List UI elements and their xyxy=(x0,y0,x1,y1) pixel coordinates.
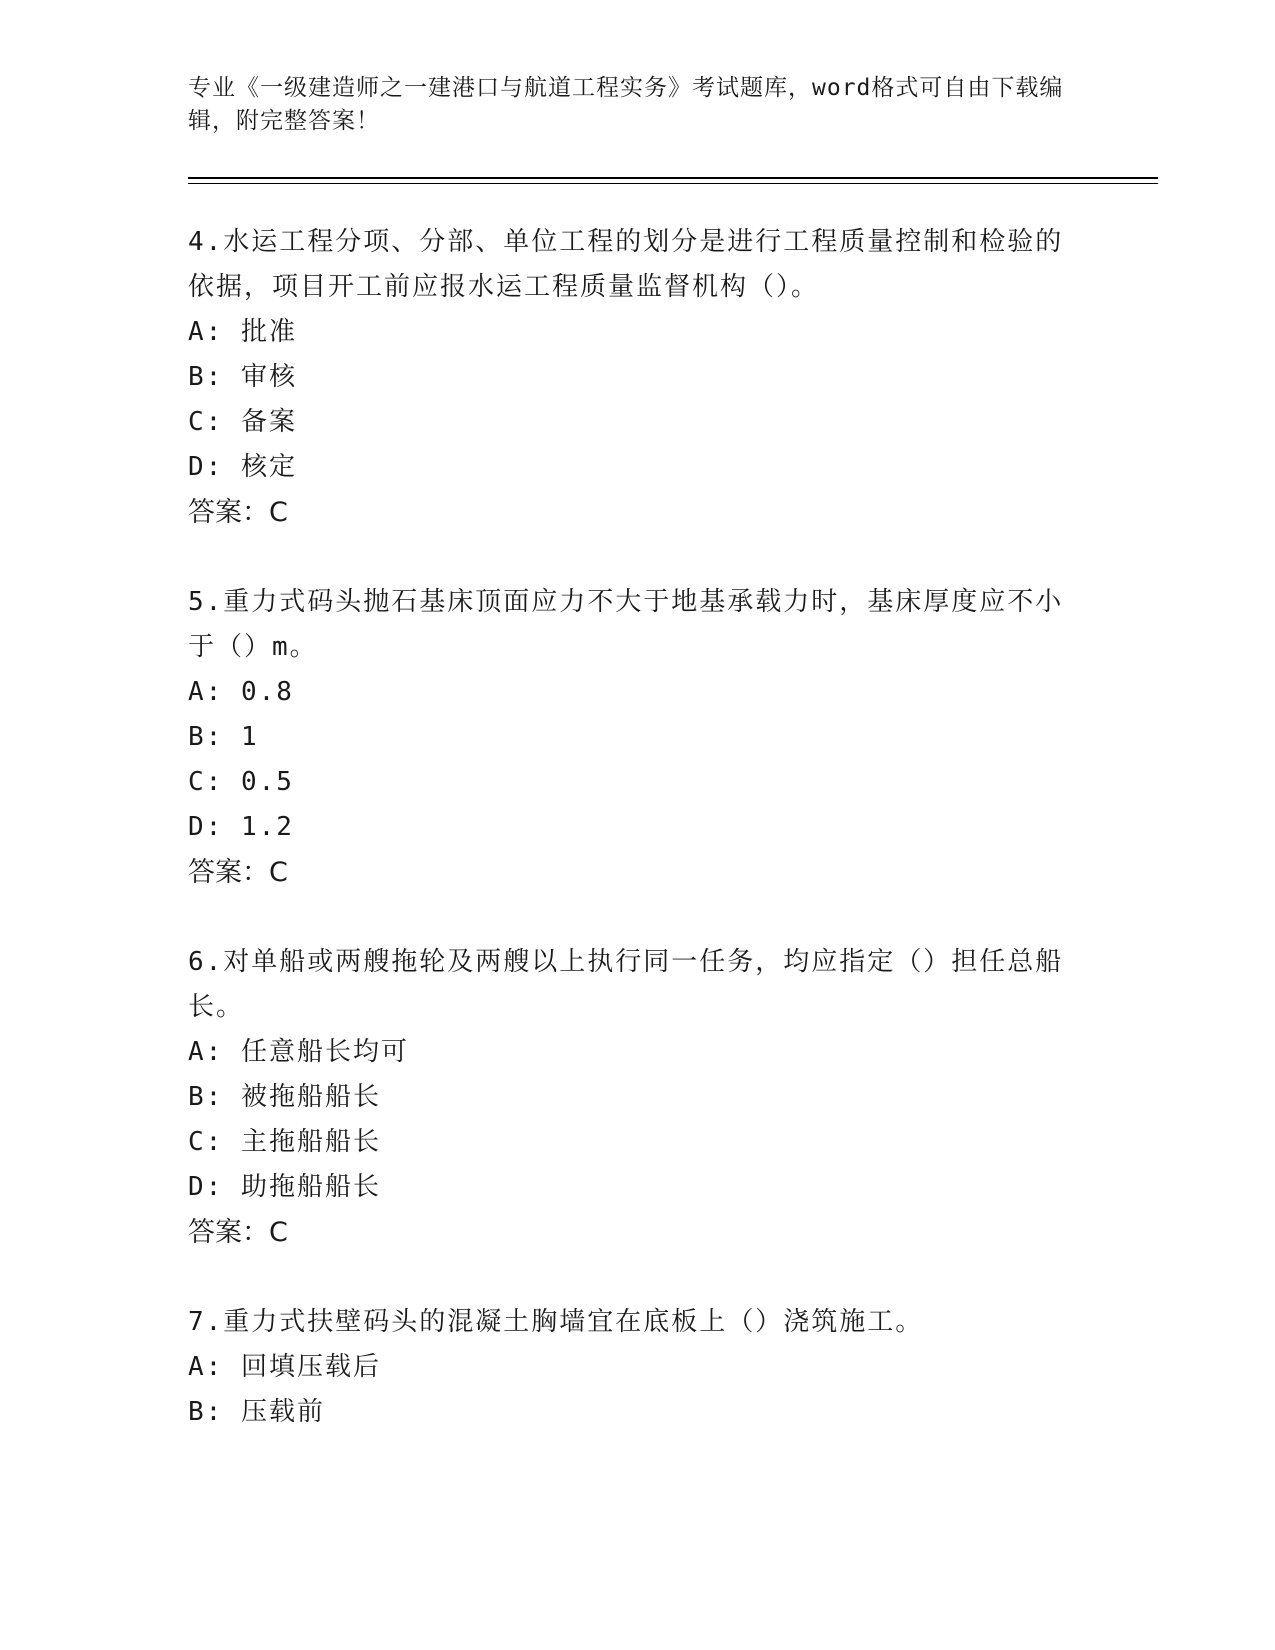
answer-value: C xyxy=(269,497,288,528)
option-c: C: 备案 xyxy=(188,407,297,437)
question-text: 4.水运工程分项、分部、单位工程的划分是进行工程质量控制和检验的依据，项目开工前应报水运工程质量监督机构（）。 xyxy=(188,227,1064,302)
answer-label: 答案： xyxy=(188,497,269,528)
document-header: 专业《一级建造师之一建港口与航道工程实务》考试题库，word格式可自由下载编辑，附完整答案！ xyxy=(188,75,1064,134)
option-b: B: 审核 xyxy=(188,362,297,392)
option-c: C: 0.5 xyxy=(188,767,294,797)
answer-label: 答案： xyxy=(188,857,269,888)
answer-line xyxy=(188,1210,1068,1256)
header-divider-thin xyxy=(188,183,1158,184)
option-b: B: 1 xyxy=(188,722,259,752)
option-d: D: 助拖船船长 xyxy=(188,1172,381,1202)
question-text: 5.重力式码头抛石基床顶面应力不大于地基承载力时，基床厚度应不小于（）m。 xyxy=(188,587,1064,662)
option-d: D: 1.2 xyxy=(188,812,294,842)
answer-value: C xyxy=(269,857,288,888)
question-7 xyxy=(188,1300,1068,1435)
answer-line xyxy=(188,850,1068,896)
question-6 xyxy=(188,940,1068,1256)
option-a: A: 任意船长均可 xyxy=(188,1037,409,1067)
question-text: 7.重力式扶壁码头的混凝土胸墙宜在底板上（）浇筑施工。 xyxy=(188,1307,924,1337)
option-d: D: 核定 xyxy=(188,452,297,482)
question-list xyxy=(188,220,1068,1479)
question-4 xyxy=(188,220,1068,536)
option-a: A: 回填压载后 xyxy=(188,1352,381,1382)
header-divider-thick xyxy=(188,177,1158,179)
option-c: C: 主拖船船长 xyxy=(188,1127,381,1157)
option-a: A: 0.8 xyxy=(188,677,294,707)
option-a: A: 批准 xyxy=(188,317,297,347)
answer-line xyxy=(188,490,1068,536)
question-text: 6.对单船或两艘拖轮及两艘以上执行同一任务，均应指定（）担任总船长。 xyxy=(188,947,1064,1022)
option-b: B: 压载前 xyxy=(188,1397,325,1427)
answer-label: 答案： xyxy=(188,1217,269,1248)
question-5 xyxy=(188,580,1068,896)
answer-value: C xyxy=(269,1217,288,1248)
option-b: B: 被拖船船长 xyxy=(188,1082,381,1112)
